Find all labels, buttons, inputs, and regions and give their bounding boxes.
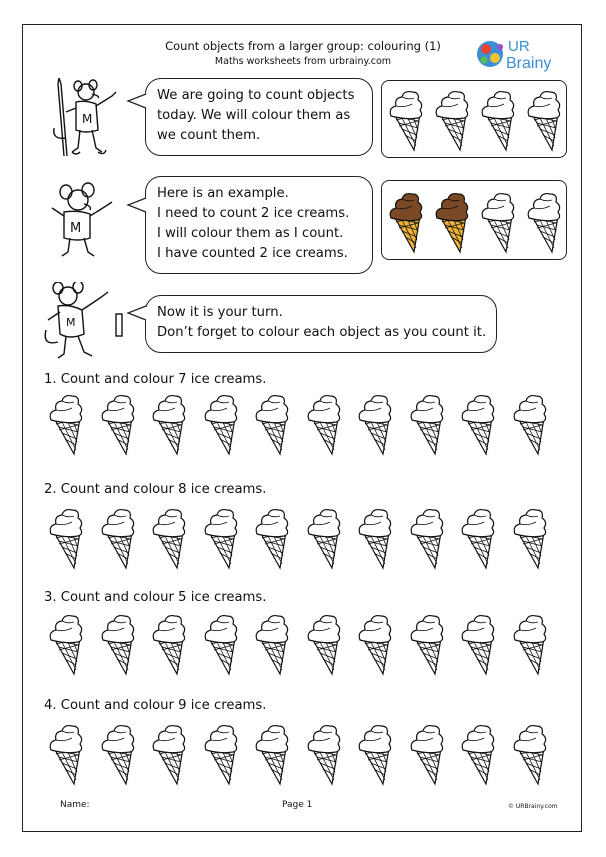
ice-cream-cone[interactable]: [252, 612, 292, 676]
ice-cream-cone[interactable]: [252, 392, 292, 456]
ice-cream-cone[interactable]: [149, 722, 189, 786]
example-line: Here is an example.: [157, 186, 289, 201]
mouse-with-pencil-illustration: [42, 78, 120, 162]
ice-cream-cone[interactable]: [304, 722, 344, 786]
ice-cream-cone[interactable]: [46, 506, 86, 570]
ice-cream-cone[interactable]: [524, 88, 564, 152]
question-3-label: 3. Count and colour 5 ice creams.: [44, 590, 267, 605]
intro-speech-bubble: [145, 78, 373, 156]
ice-cream-cone[interactable]: [524, 190, 564, 254]
ice-cream-cone[interactable]: [149, 392, 189, 456]
question-1-label: 1. Count and colour 7 ice creams.: [44, 372, 267, 387]
svg-text:M: M: [70, 221, 82, 236]
ice-cream-cone[interactable]: [201, 392, 241, 456]
ice-cream-cone[interactable]: [201, 612, 241, 676]
ice-cream-cone[interactable]: [46, 722, 86, 786]
intro-line: we count them.: [157, 128, 261, 143]
ice-cream-cone[interactable]: [46, 392, 86, 456]
ice-cream-cone[interactable]: [510, 392, 550, 456]
mouse-example-illustration: [48, 180, 120, 260]
ice-cream-cone[interactable]: [478, 88, 518, 152]
ice-cream-cone[interactable]: [98, 506, 138, 570]
ice-cream-cone[interactable]: [46, 612, 86, 676]
turn-line: Don’t forget to colour each object as you count it.: [157, 325, 487, 340]
turn-bubble-tail: [126, 304, 148, 324]
page-number: Page 1: [282, 800, 313, 810]
page-subtitle: Maths worksheets from urbrainy.com: [214, 56, 392, 67]
ice-cream-cone[interactable]: [355, 722, 395, 786]
svg-text:M: M: [66, 316, 76, 329]
ice-cream-cone[interactable]: [355, 392, 395, 456]
ice-cream-cone[interactable]: [407, 612, 447, 676]
question-4-label: 4. Count and colour 9 ice creams.: [44, 698, 267, 713]
svg-text:M: M: [82, 112, 93, 126]
ice-cream-cone[interactable]: [201, 722, 241, 786]
ice-cream-cone[interactable]: [98, 392, 138, 456]
ice-cream-cone[interactable]: [252, 506, 292, 570]
turn-line: Now it is your turn.: [157, 305, 283, 320]
ice-cream-cone[interactable]: [510, 506, 550, 570]
ice-cream-cone[interactable]: [149, 506, 189, 570]
ice-cream-cone[interactable]: [355, 506, 395, 570]
ice-cream-cone[interactable]: [149, 612, 189, 676]
copyright-text: © URBrainy.com: [508, 803, 558, 810]
example-line: I need to count 2 ice creams.: [157, 206, 350, 221]
ice-cream-cone[interactable]: [386, 88, 426, 152]
example-speech-bubble: [145, 176, 373, 274]
intro-bubble-tail: [126, 92, 148, 112]
intro-line: today. We will colour them as: [157, 108, 351, 123]
ice-cream-cone[interactable]: [510, 612, 550, 676]
ice-cream-cone[interactable]: [252, 722, 292, 786]
ice-cream-cone[interactable]: [98, 612, 138, 676]
ice-cream-cone[interactable]: [432, 88, 472, 152]
example-line: I have counted 2 ice creams.: [157, 246, 348, 261]
logo-text-bottom: Brainy: [506, 55, 552, 72]
ice-cream-cone[interactable]: [407, 506, 447, 570]
ice-cream-cone[interactable]: [458, 612, 498, 676]
ice-cream-cone[interactable]: [304, 506, 344, 570]
ice-cream-cone-coloured[interactable]: [386, 190, 426, 254]
ice-cream-cone[interactable]: [407, 722, 447, 786]
ice-cream-cone[interactable]: [98, 722, 138, 786]
ice-cream-cone-coloured[interactable]: [432, 190, 472, 254]
name-label: Name:: [60, 800, 90, 810]
page-title: Count objects from a larger group: colouring (1): [165, 39, 441, 53]
ice-cream-cone[interactable]: [201, 506, 241, 570]
ice-cream-cone[interactable]: [458, 722, 498, 786]
urbrainy-logo: [470, 34, 566, 74]
ice-cream-cone[interactable]: [458, 392, 498, 456]
question-2-label: 2. Count and colour 8 ice creams.: [44, 482, 267, 497]
ice-cream-cone[interactable]: [304, 392, 344, 456]
ice-cream-cone[interactable]: [407, 392, 447, 456]
intro-line: We are going to count objects: [157, 88, 355, 103]
ice-cream-cone[interactable]: [478, 190, 518, 254]
logo-text-top: UR: [508, 38, 530, 55]
ice-cream-cone[interactable]: [510, 722, 550, 786]
ice-cream-cone[interactable]: [304, 612, 344, 676]
example-bubble-tail: [126, 196, 148, 216]
ice-cream-cone[interactable]: [355, 612, 395, 676]
example-line: I will colour them as I count.: [157, 226, 344, 241]
turn-speech-bubble: [145, 295, 497, 353]
ice-cream-cone[interactable]: [458, 506, 498, 570]
mouse-pointing-illustration: [38, 282, 128, 368]
